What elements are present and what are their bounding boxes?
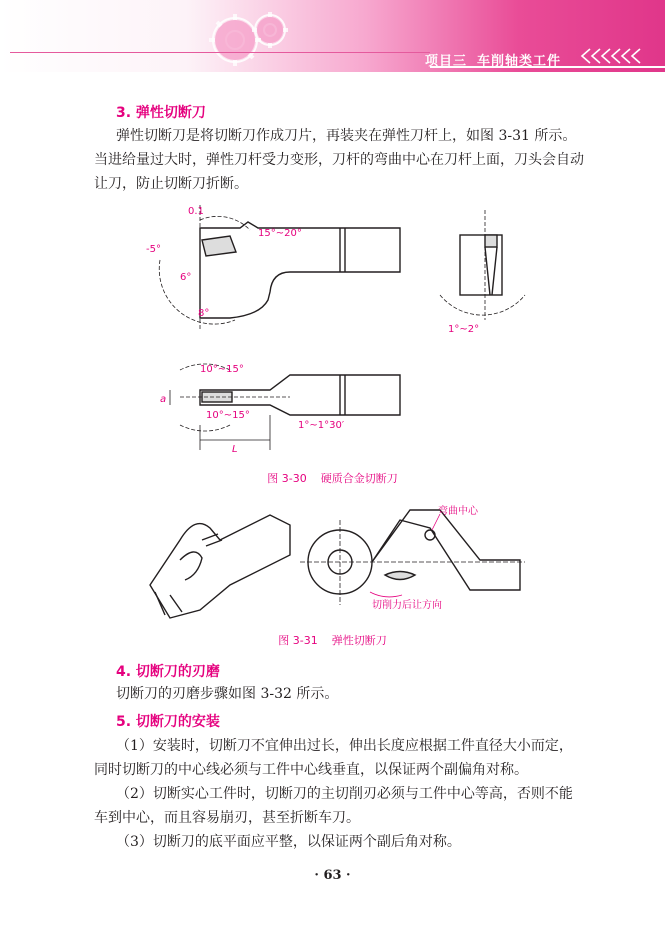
label-neg-angle: -5° (146, 244, 161, 255)
label-aux-angle-top: 10°~15° (200, 364, 244, 375)
label-rake-angle: 15°~20° (258, 228, 302, 239)
label-end-clearance: 6° (180, 272, 192, 283)
label-length: L (232, 444, 238, 455)
figure-3-30-carbide-parting-tool (140, 200, 540, 465)
label-aux-angle-bottom: 10°~15° (206, 410, 250, 421)
label-yield-direction: 切削力后让方向 (372, 600, 442, 611)
header-rule (10, 52, 430, 53)
label-bend-center: 弯曲中心 (438, 506, 478, 517)
figure-3-31-spring-parting-tool (140, 500, 540, 625)
label-back-taper: 1°~1°30′ (298, 420, 345, 431)
page-header (0, 0, 665, 72)
section-5-item-3: （3）切断刀的底平面应平整，以保证两个副后角对称。 (116, 834, 461, 850)
section-5-heading: 5. 切断刀的安装 (116, 714, 220, 730)
label-side-clearance: 8° (198, 308, 210, 319)
page-number: · 63 · (314, 868, 351, 883)
section-3-heading: 3. 弹性切断刀 (116, 105, 206, 121)
section-5-item-2-cont: 车到中心，而且容易崩刃，甚至折断车刀。 (94, 810, 360, 826)
gear-decoration-icon (175, 0, 305, 72)
section-4-line-1: 切断刀的刃磨步骤如图 3-32 所示。 (116, 686, 339, 702)
section-4-heading: 4. 切断刀的刃磨 (116, 664, 220, 680)
chevron-left-icon (578, 46, 658, 66)
section-5-item-1-cont: 同时切断刀的中心线必须与工件中心线垂直，以保证两个副偏角对称。 (94, 762, 528, 778)
figure-3-30-caption: 图 3-30 硬质合金切断刀 (267, 472, 398, 485)
label-aux-side: 1°~2° (448, 324, 480, 335)
section-5-item-2: （2）切断实心工件时，切断刀的主切削刃必须与工件中心等高，否则不能 (116, 786, 573, 802)
chapter-title: 车削轴类工件 (477, 54, 562, 69)
figure-3-31-caption: 图 3-31 弹性切断刀 (278, 634, 387, 647)
section-3-line-1: 弹性切断刀是将切断刀作成刀片，再装夹在弹性刀杆上，如图 3-31 所示。 (116, 128, 577, 144)
label-width: a (160, 394, 167, 405)
project-label: 项目三 (425, 54, 468, 69)
section-3-line-2: 当进给量过大时，弹性刀杆受力变形，刀杆的弯曲中心在刀杆上面，刀头会自动 (94, 152, 584, 168)
section-5-item-1: （1）安装时，切断刀不宜伸出过长，伸出长度应根据工件直径大小而定， (116, 738, 573, 754)
label-land: 0.1 (188, 206, 204, 217)
running-title (425, 50, 561, 70)
section-3-line-3: 让刀，防止切断刀折断。 (94, 176, 248, 192)
